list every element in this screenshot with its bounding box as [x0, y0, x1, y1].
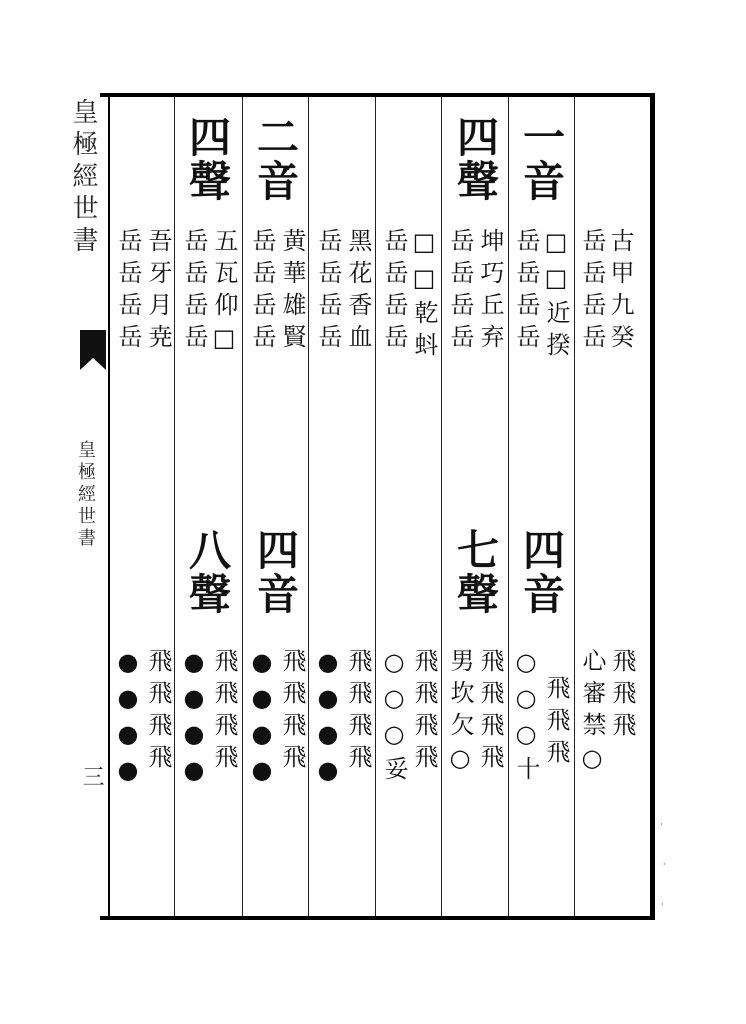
column-7-bottom-heading: 八聲 [183, 528, 232, 616]
scan-speck: · [661, 900, 664, 909]
margin-book-title: 皇極經世書 [75, 440, 96, 550]
column-divider [308, 97, 309, 916]
column-3-bottom-heading: 七聲 [451, 528, 500, 616]
column-3-bottom-marks: 男坎欠○ [446, 648, 474, 780]
column-6-top-heading: 二音 [251, 115, 300, 203]
column-divider [375, 97, 376, 916]
column-1-top-yue: 岳岳岳岳 [578, 228, 606, 356]
column-4-top-yue: 岳岳岳岳 [380, 228, 408, 356]
column-4-top-chars: □□乾蚪 [410, 228, 438, 364]
column-3-top-yue: 岳岳岳岳 [446, 228, 474, 356]
column-7-top-chars: 五瓦仰□ [210, 228, 238, 360]
column-divider [574, 97, 575, 916]
fish-tail-mark [80, 330, 106, 370]
column-8-top-yue: 岳岳岳岳 [114, 228, 142, 356]
column-3-top-heading: 四聲 [451, 115, 500, 203]
column-3-bottom-chars: 飛飛飛飛 [476, 648, 504, 776]
frame-right-border [650, 93, 655, 920]
column-divider [441, 97, 442, 916]
column-6-bottom-chars: 飛飛飛飛 [278, 648, 306, 776]
column-5-bottom-marks: ●●●● [314, 648, 342, 792]
column-7-top-heading: 四聲 [183, 115, 232, 203]
column-8-bottom-chars: 飛飛飛飛 [144, 648, 172, 776]
column-divider [174, 97, 175, 916]
column-6-top-yue: 岳岳岳岳 [248, 228, 276, 356]
column-7-top-yue: 岳岳岳岳 [180, 228, 208, 356]
page-number: 三 [79, 765, 104, 787]
frame-top-border [100, 93, 655, 97]
column-6-bottom-heading: 四音 [251, 528, 300, 616]
scan-speck: · [660, 820, 663, 829]
column-5-top-yue: 岳岳岳岳 [314, 228, 342, 356]
column-8-bottom-marks: ●●●● [114, 648, 142, 792]
column-1-bottom-chars: 飛飛飛 [608, 648, 636, 744]
column-4-bottom-chars: 飛飛飛飛 [410, 648, 438, 776]
column-2-top-chars: □□近揆 [542, 228, 570, 364]
column-5-top-chars: 黑花香血 [344, 228, 372, 356]
frame-bottom-border [100, 916, 655, 920]
column-2-bottom-chars: 飛飛飛 [542, 675, 570, 771]
column-divider [508, 97, 509, 916]
margin-top-title: 皇極經世書 [68, 98, 98, 258]
column-6-bottom-marks: ●●●● [248, 648, 276, 792]
column-7-bottom-chars: 飛飛飛飛 [210, 648, 238, 776]
column-8-top-chars: 吾牙月尭 [144, 228, 172, 356]
column-1-top-chars: 古甲九癸 [606, 228, 634, 356]
column-divider [242, 97, 243, 916]
column-7-bottom-marks: ●●●● [180, 648, 208, 792]
column-2-top-heading: 一音 [517, 115, 566, 203]
column-6-top-chars: 黄華雄賢 [278, 228, 306, 356]
column-4-bottom-marks: ○○○妥 [380, 648, 408, 788]
column-2-bottom-heading: 四音 [517, 528, 566, 616]
frame-left-border [108, 93, 110, 920]
column-2-bottom-marks: ○○○十 [512, 648, 540, 788]
column-5-bottom-chars: 飛飛飛飛 [344, 648, 372, 776]
column-2-top-yue: 岳岳岳岳 [512, 228, 540, 356]
column-3-top-chars: 坤巧丘弃 [476, 228, 504, 356]
scan-speck: · [663, 860, 666, 869]
column-1-bottom-marks: 心審禁○ [578, 648, 606, 780]
